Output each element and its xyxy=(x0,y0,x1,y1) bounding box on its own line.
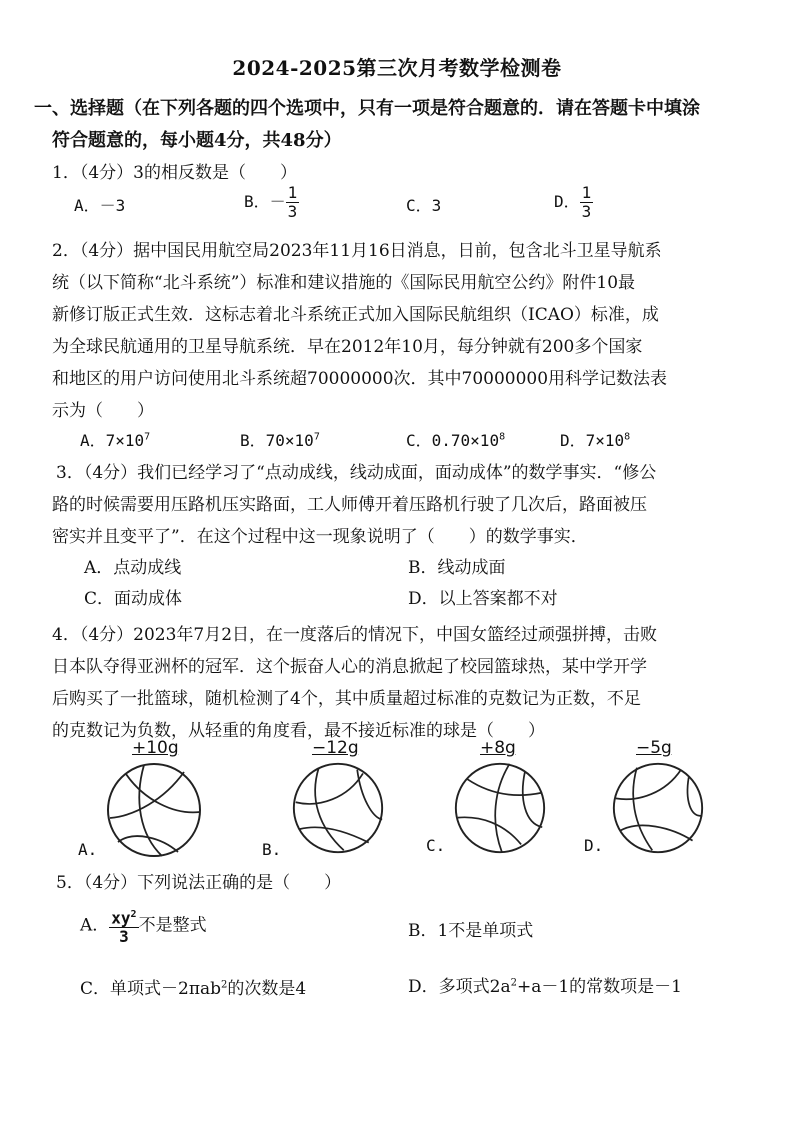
ball-d-letter[interactable]: D. xyxy=(584,836,604,855)
fraction-denominator: 3 xyxy=(581,202,592,221)
q4-line-2: 日本队夺得亚洲杯的冠军．这个振奋人心的消息掀起了校园篮球热，某中学开学 xyxy=(52,657,647,677)
fraction-numerator: 1 xyxy=(287,183,298,202)
q3-option-b[interactable]: B．线动成面 xyxy=(408,558,506,578)
q2-option-a-label: A． xyxy=(80,431,106,450)
q2-option-d-base: 7×10 xyxy=(585,431,625,450)
q1-option-b-label: B． xyxy=(244,192,270,211)
section1-line2: 符合题意的，每小题4分，共48分） xyxy=(52,130,342,151)
exam-title: 2024-2025第三次月考数学检测卷 xyxy=(232,56,562,80)
q5-option-c-exponent: 2 xyxy=(221,979,228,991)
q1-option-b-fraction xyxy=(286,184,300,221)
q2-option-a-exponent: 7 xyxy=(144,431,151,443)
section1-line1: 一、选择题（在下列各题的四个选项中，只有一项是符合题意的．请在答题卡中填涂 xyxy=(34,98,700,119)
ball-c-weight-label: +8g xyxy=(480,738,516,758)
basketball-a-icon[interactable] xyxy=(104,760,204,860)
q4-line-4: 的克数记为负数，从轻重的角度看，最不接近标准的球是（ ） xyxy=(52,721,545,741)
basketball-d-icon[interactable] xyxy=(610,760,706,856)
q5-option-b[interactable]: B．1不是单项式 xyxy=(408,921,534,941)
q2-option-a[interactable] xyxy=(80,428,150,451)
q2-option-b-exponent: 7 xyxy=(313,431,320,443)
q4-line-3: 后购买了一批篮球，随机检测了4个，其中质量超过标准的克数记为正数，不足 xyxy=(52,689,641,709)
q5-option-d-text-pre: D．多项式2a xyxy=(408,977,511,997)
ball-d-weight-label: −5g xyxy=(636,738,672,758)
q1-option-c-label: C． xyxy=(406,196,432,215)
q2-option-c-base: 0.70×10 xyxy=(431,431,500,450)
q5-option-c-text-post: 的次数是4 xyxy=(227,979,307,999)
q5-option-a-numerator: xy xyxy=(111,908,131,928)
q2-option-b[interactable] xyxy=(240,428,320,451)
fraction-denominator: 3 xyxy=(119,927,129,947)
q2-option-d-exponent: 8 xyxy=(624,431,631,443)
q2-line-3: 新修订版正式生效．这标志着北斗系统正式加入国际民航组织（ICAO）标准，成 xyxy=(52,305,659,325)
q2-line-4: 为全球民航通用的卫星导航系统．早在2012年10月，每分钟就有200多个国家 xyxy=(52,337,643,357)
q5-option-a[interactable] xyxy=(80,906,207,946)
q1-option-b[interactable] xyxy=(244,184,299,221)
q1-option-a[interactable] xyxy=(74,193,125,216)
q5-option-d-text-post: +a－1的常数项是－1 xyxy=(516,977,682,997)
q3-option-a[interactable]: A．点动成线 xyxy=(84,558,182,578)
q2-option-b-base: 70×10 xyxy=(265,431,314,450)
q3-option-c[interactable]: C．面动成体 xyxy=(84,589,183,609)
ball-a-weight-label: +10g xyxy=(132,738,179,758)
q1-option-d-label: D． xyxy=(554,192,580,211)
q1-option-b-sign: － xyxy=(269,192,286,211)
q2-option-c-exponent: 8 xyxy=(499,431,506,443)
basketball-b-icon[interactable] xyxy=(290,760,386,856)
basketball-c-icon[interactable] xyxy=(452,760,548,856)
q5-option-a-label: A． xyxy=(80,915,110,936)
q2-line-5: 和地区的用户访问使用北斗系统超70000000次．其中70000000用科学记数法表 xyxy=(52,369,668,389)
q3-option-d[interactable]: D．以上答案都不对 xyxy=(408,589,558,609)
ball-b-letter[interactable]: B. xyxy=(262,840,282,859)
q2-option-a-base: 7×10 xyxy=(105,431,145,450)
ball-b-weight-label: −12g xyxy=(312,738,359,758)
q1-option-c[interactable] xyxy=(406,193,441,216)
q2-line-1: 2．（4分）据中国民用航空局2023年11月16日消息，日前，包含北斗卫星导航系 xyxy=(52,241,662,261)
q5-option-a-numerator-exponent: 2 xyxy=(130,909,137,920)
q2-option-b-label: B． xyxy=(240,431,266,450)
q3-line-3: 密实并且变平了”．在这个过程中这一现象说明了（ ）的数学事实． xyxy=(52,527,588,547)
q1-option-c-value: 3 xyxy=(431,196,442,215)
q2-option-c[interactable] xyxy=(406,428,505,451)
q2-line-6: 示为（ ） xyxy=(52,401,154,421)
q3-line-2: 路的时候需要用压路机压实路面，工人师傅开着压路机行驶了几次后，路面被压 xyxy=(52,495,647,515)
fraction-denominator: 3 xyxy=(287,202,298,221)
ball-c-letter[interactable]: C. xyxy=(426,836,446,855)
q1-option-a-value: －3 xyxy=(99,196,126,215)
q1-option-d[interactable] xyxy=(554,184,593,221)
q1-stem: 1．（4分）3的相反数是（ ） xyxy=(52,163,297,183)
q1-option-d-fraction xyxy=(580,184,594,221)
q3-line-1: 3．（4分）我们已经学习了“点动成线，线动成面，面动成体”的数学事实．“修公 xyxy=(56,463,657,483)
q2-option-d-label: D． xyxy=(560,431,586,450)
q2-line-2: 统（以下简称“北斗系统”）标准和建议措施的《国际民用航空公约》附件10最 xyxy=(52,273,636,293)
q5-option-c[interactable] xyxy=(80,974,306,999)
ball-a-letter[interactable]: A. xyxy=(78,840,98,859)
q4-line-1: 4．（4分）2023年7月2日，在一度落后的情况下，中国女篮经过顽强拼搏，击败 xyxy=(52,625,658,645)
q5-option-d[interactable] xyxy=(408,972,682,997)
q5-option-c-text-pre: C．单项式－2πab xyxy=(80,979,222,999)
q5-stem: 5．（4分）下列说法正确的是（ ） xyxy=(56,873,342,893)
q5-option-a-text: 不是整式 xyxy=(138,915,207,936)
q5-option-d-exponent: 2 xyxy=(510,977,517,989)
fraction-numerator xyxy=(109,906,138,928)
q2-option-d[interactable] xyxy=(560,428,630,451)
fraction-numerator: 1 xyxy=(581,183,592,202)
q1-option-a-label: A． xyxy=(74,196,100,215)
q2-option-c-label: C． xyxy=(406,431,432,450)
q5-option-a-fraction xyxy=(109,906,138,946)
